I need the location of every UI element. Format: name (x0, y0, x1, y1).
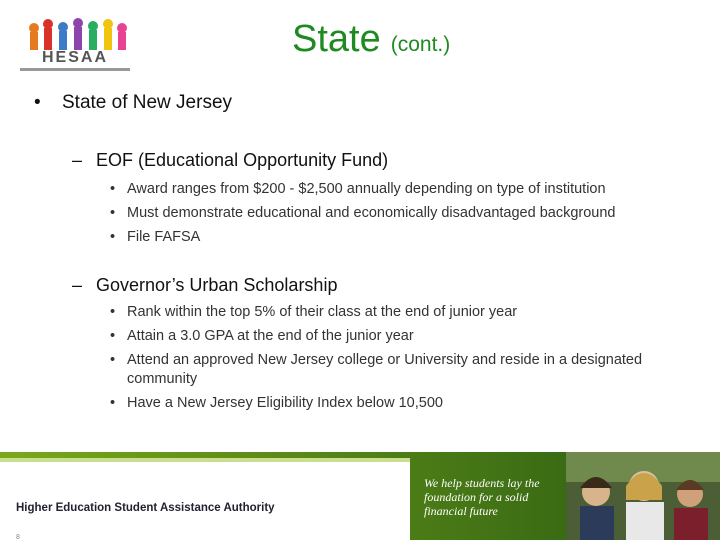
bullet-marker: • (110, 181, 116, 197)
list-item (110, 204, 712, 223)
dash-marker: – (72, 150, 83, 170)
bullet-marker: • (110, 205, 116, 221)
hesaa-logo-icon (16, 14, 134, 76)
footer (0, 452, 720, 540)
footer-tagline (424, 476, 564, 518)
bullet-marker: • (34, 92, 41, 113)
list-item-text: Award ranges from $200 - $2,500 annually depending on type of institution (127, 181, 606, 197)
bullet-marker: • (110, 352, 116, 368)
title-main: State (292, 18, 381, 60)
list-item (110, 228, 712, 247)
bullet-marker: • (110, 229, 116, 245)
bullet-marker: • (110, 395, 116, 411)
svg-text:HESAA: HESAA (41, 49, 109, 66)
bullet-level1 (34, 92, 232, 114)
list-item-text: File FAFSA (127, 229, 201, 245)
footer-white-panel (0, 458, 410, 544)
tagline-line: We help students lay the (424, 476, 540, 490)
organization-name: Higher Education Student Assistance Authority (16, 502, 275, 514)
bullet-marker: • (110, 328, 116, 344)
section-heading-text: Governor’s Urban Scholarship (96, 275, 338, 295)
list-item (110, 327, 712, 346)
list-item-text: Attain a 3.0 GPA at the end of the junior year (127, 328, 414, 344)
list-item-text: Attend an approved New Jersey college or University and reside in a designated community (127, 352, 643, 387)
bullet-text: State of New Jersey (62, 92, 233, 113)
students-photo-icon (566, 452, 720, 540)
list-item-text: Have a New Jersey Eligibility Index below 10,500 (127, 395, 443, 411)
tagline-line: foundation for a solid (424, 490, 529, 504)
list-item (110, 394, 712, 413)
page-title (292, 18, 450, 61)
page-number: 8 (16, 534, 20, 541)
section-heading-text: EOF (Educational Opportunity Fund) (96, 150, 389, 170)
list-item-text: Must demonstrate educational and economically disadvantaged background (127, 205, 616, 221)
dash-marker: – (72, 275, 83, 295)
section-heading-governors-urban-scholarship (72, 275, 337, 296)
section-heading-eof (72, 150, 388, 171)
tagline-line: financial future (424, 504, 498, 518)
list-item (110, 351, 712, 389)
title-suffix: (cont.) (390, 33, 451, 56)
list-item (110, 180, 712, 199)
list-item (110, 303, 712, 322)
bullet-marker: • (110, 304, 116, 320)
list-item-text: Rank within the top 5% of their class at the end of junior year (127, 304, 518, 320)
